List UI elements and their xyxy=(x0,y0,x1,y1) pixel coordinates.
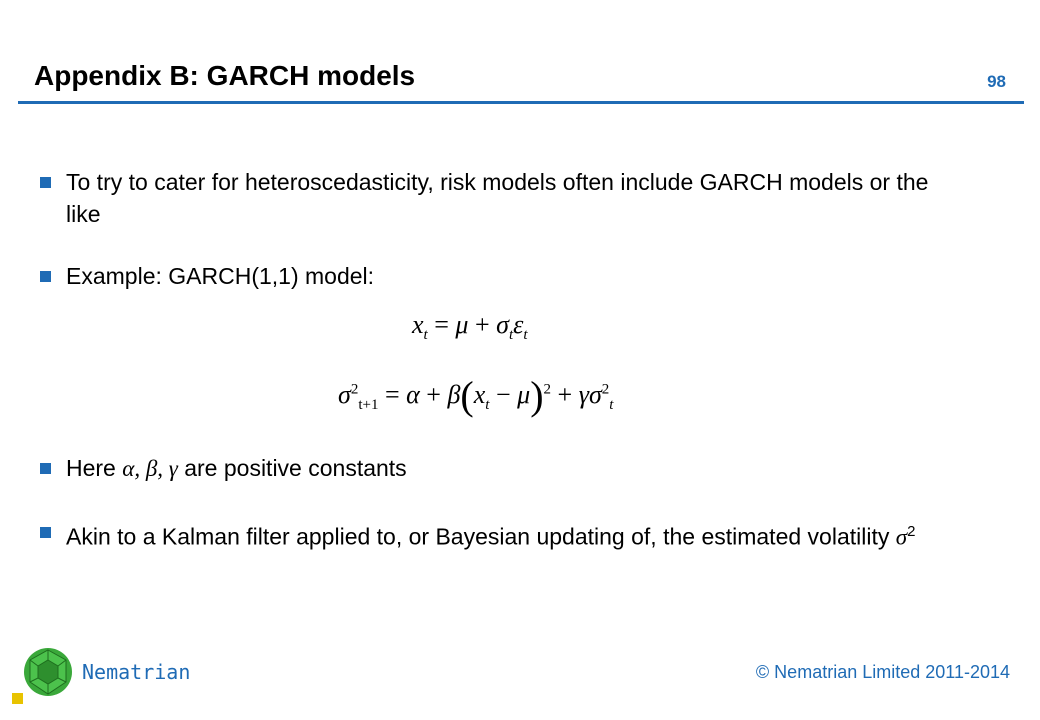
bullet-text: Here α, β, γ are positive constants xyxy=(66,455,407,481)
bullet-marker xyxy=(40,463,51,474)
nematrian-logo-icon xyxy=(22,646,74,698)
corner-marker xyxy=(12,693,23,704)
page-number: 98 xyxy=(987,72,1006,91)
footer-copyright: © Nematrian Limited 2011-2014 xyxy=(755,662,1010,682)
title-divider xyxy=(18,101,1024,104)
equation-return: $x_t = \mu + \sigma_t\varepsilon_t$ xyxy=(412,310,528,344)
bullet-item xyxy=(40,452,960,485)
bullet-item xyxy=(40,516,960,554)
footer-brand: Nematrian xyxy=(82,660,191,684)
bullet-item xyxy=(40,260,960,292)
bullet-text: To try to cater for heteroscedasticity, risk models often include GARCH models or the like xyxy=(66,169,929,227)
bullet-text: Akin to a Kalman filter applied to, or Bayesian updating of, the estimated volatility $\sigma^2$ xyxy=(66,523,916,550)
equation-garch-variance: $\sigma^2_{t+1} = \alpha + \beta(x_t - \mu)^2 + \gamma\sigma^2_t$ xyxy=(338,373,614,418)
bullet-marker xyxy=(40,177,51,188)
bullet-marker xyxy=(40,527,51,538)
bullet-text: Example: GARCH(1,1) model: xyxy=(66,263,375,289)
bullet-item xyxy=(40,166,960,230)
slide-title: Appendix B: GARCH models xyxy=(34,60,416,91)
bullet-marker xyxy=(40,271,51,282)
